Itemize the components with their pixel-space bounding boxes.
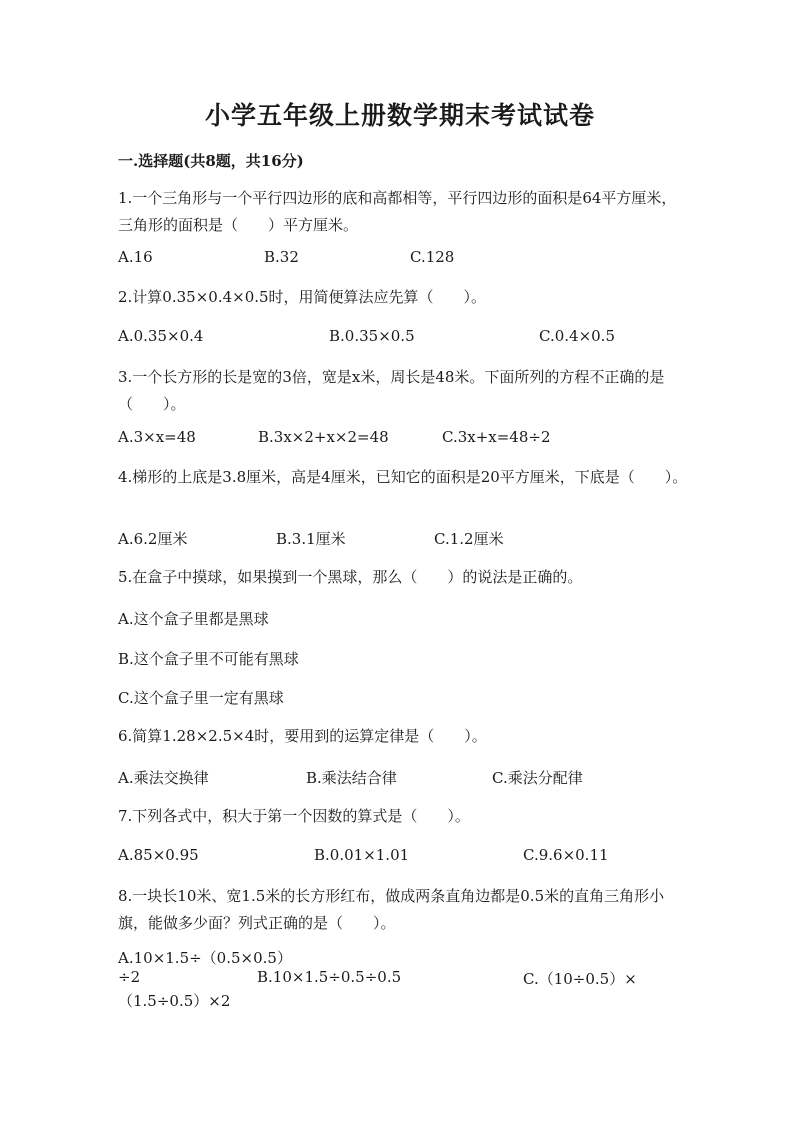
option-a[interactable]: A.3×x=48 xyxy=(118,428,196,446)
option-b[interactable]: B.乘法结合律 xyxy=(306,769,397,787)
question-2: 2.计算0.35×0.4×0.5时，用简便算法应先算（ ）。 xyxy=(118,288,487,306)
option-a[interactable]: A.16 xyxy=(118,248,153,266)
option-c[interactable]: C.1.2厘米 xyxy=(434,530,504,548)
option-c[interactable]: C.128 xyxy=(410,248,455,266)
option-a[interactable]: A.0.35×0.4 xyxy=(118,327,204,345)
question-1: 1.一个三角形与一个平行四边形的底和高都相等，平行四边形的面积是64平方厘米，三角形的面积是（ ）平方厘米。 xyxy=(118,189,677,234)
option-a[interactable]: A.10×1.5÷（0.5×0.5） xyxy=(118,949,292,967)
section-heading: 一.选择题(共8题，共16分) xyxy=(118,152,304,170)
option-b[interactable]: B.32 xyxy=(264,248,299,266)
question-4: 4.梯形的上底是3.8厘米，高是4厘米，已知它的面积是20平方厘米，下底是（ ）。 xyxy=(118,468,688,486)
option-c-continued: （1.5÷0.5）×2 xyxy=(118,992,231,1010)
option-c[interactable]: C.（10÷0.5）× xyxy=(523,970,637,988)
option-b[interactable]: B.0.35×0.5 xyxy=(329,327,415,345)
option-b[interactable]: B.0.01×1.01 xyxy=(314,846,410,864)
question-2-options xyxy=(118,327,688,349)
option-b[interactable]: B.10×1.5÷0.5÷0.5 xyxy=(257,968,402,986)
exam-title: 小学五年级上册数学期末考试试卷 xyxy=(204,101,595,130)
option-c[interactable]: C.3x+x=48÷2 xyxy=(442,428,551,446)
question-3-options xyxy=(118,428,688,450)
option-a-continued: ÷2 xyxy=(118,968,141,986)
question-5: 5.在盒子中摸球，如果摸到一个黑球，那么（ ）的说法是正确的。 xyxy=(118,568,583,586)
option-b[interactable]: B.这个盒子里不可能有黑球 xyxy=(118,650,299,668)
question-7-options xyxy=(118,846,688,868)
option-c[interactable]: C.0.4×0.5 xyxy=(539,327,615,345)
option-c[interactable]: C.乘法分配律 xyxy=(492,769,583,787)
option-a[interactable]: A.6.2厘米 xyxy=(118,530,188,548)
question-7: 7.下列各式中，积大于第一个因数的算式是（ ）。 xyxy=(118,807,470,825)
option-a[interactable]: A.乘法交换律 xyxy=(118,769,209,787)
question-4-options xyxy=(118,528,688,550)
question-1-options xyxy=(118,248,688,270)
question-8: 8.一块长10米、宽1.5米的长方形红布，做成两条直角边都是0.5米的直角三角形小旗，能做多少面？列式正确的是（ ）。 xyxy=(118,887,665,932)
question-3: 3.一个长方形的长是宽的3倍，宽是x米，周长是48米。下面所列的方程不正确的是（ ）。 xyxy=(118,368,665,413)
question-6-options xyxy=(118,767,688,789)
question-6: 6.简算1.28×2.5×4时，要用到的运算定律是（ ）。 xyxy=(118,727,487,745)
option-c[interactable]: C.9.6×0.11 xyxy=(523,846,609,864)
option-b[interactable]: B.3.1厘米 xyxy=(276,530,346,548)
option-a[interactable]: A.85×0.95 xyxy=(118,846,199,864)
option-a[interactable]: A.这个盒子里都是黑球 xyxy=(118,610,269,628)
option-c[interactable]: C.这个盒子里一定有黑球 xyxy=(118,689,284,707)
option-b[interactable]: B.3x×2+x×2=48 xyxy=(258,428,389,446)
